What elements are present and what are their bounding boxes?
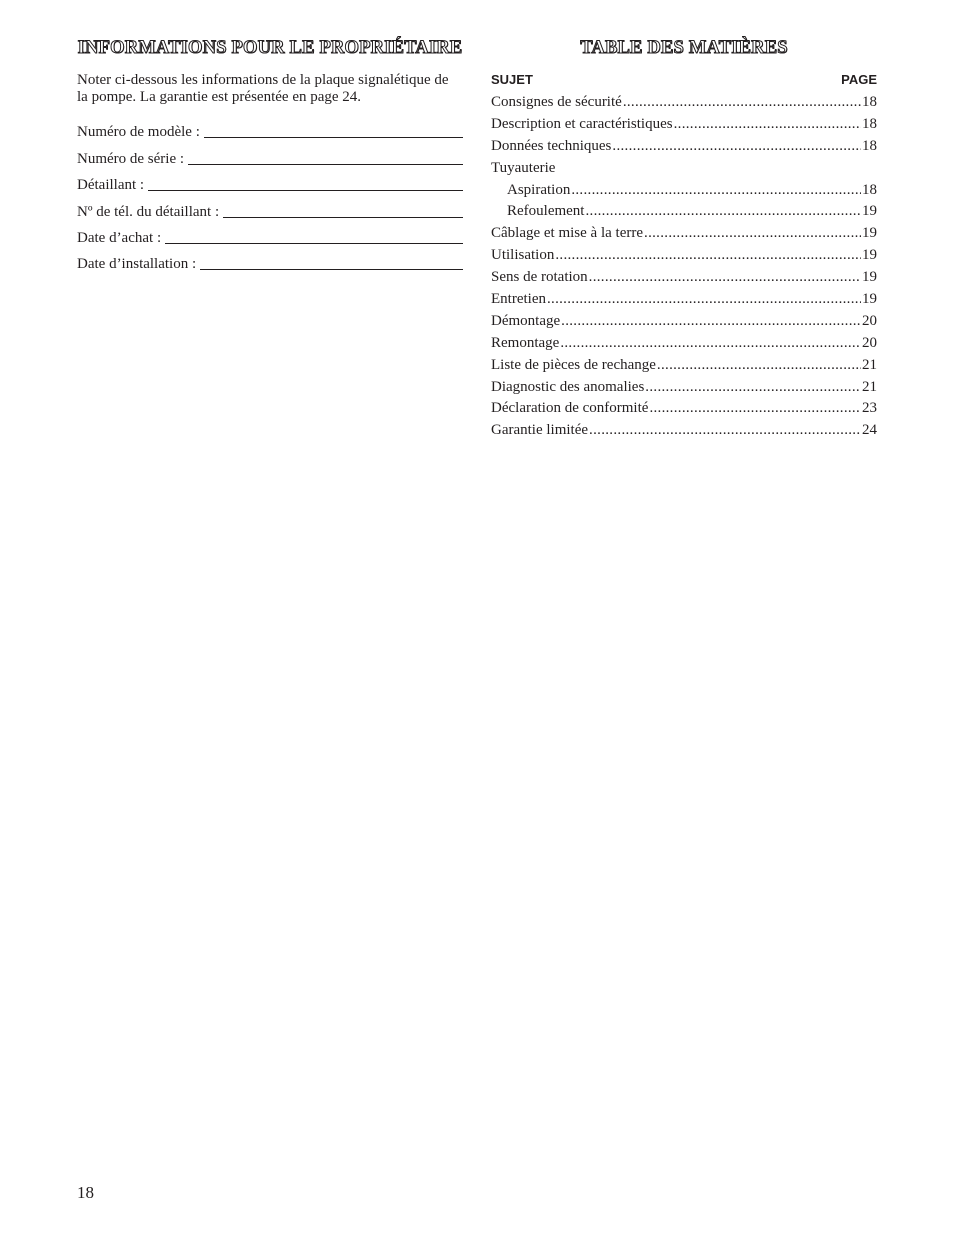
toc-entry-label: Tuyauterie [491, 159, 556, 176]
toc-entry[interactable] [491, 355, 877, 377]
table-of-contents [491, 36, 877, 442]
toc-entry-page: 19 [862, 291, 877, 308]
toc-entry[interactable] [491, 223, 877, 245]
dealer-field[interactable] [77, 168, 463, 194]
toc-entry[interactable] [491, 245, 877, 267]
toc-page-header: PAGE [841, 72, 877, 87]
toc-entry[interactable] [491, 311, 877, 333]
field-label: Numéro de modèle : [77, 124, 200, 141]
toc-leader-dots [649, 398, 861, 420]
toc-leader-dots [561, 311, 861, 333]
toc-leader-dots [555, 245, 861, 267]
toc-entry-page: 18 [862, 181, 877, 198]
toc-entry[interactable] [491, 201, 877, 223]
toc-entry-page: 19 [862, 203, 877, 220]
toc-entry-label: Remontage [491, 334, 560, 351]
field-label: Détaillant : [77, 177, 145, 194]
toc-subject-header: SUJET [491, 72, 533, 87]
toc-entry-page: 24 [862, 422, 877, 439]
toc-entry-page: 21 [862, 378, 877, 395]
toc-entry-page: 20 [862, 334, 877, 351]
toc-entry-label: Données techniques [491, 137, 612, 154]
toc-leader-dots [674, 114, 861, 136]
toc-leader-dots [644, 223, 861, 245]
toc-leader-dots [571, 180, 861, 202]
toc-leader-dots [589, 267, 861, 289]
toc-leader-dots [560, 333, 861, 355]
fill-in-line [200, 268, 463, 270]
toc-entry[interactable] [491, 289, 877, 311]
toc-header-row [491, 72, 877, 88]
toc-entry-page: 19 [862, 225, 877, 242]
toc-leader-dots [547, 289, 861, 311]
toc-entry-page: 18 [862, 94, 877, 110]
toc-entry-label: Refoulement [507, 203, 585, 220]
toc-entry-page: 19 [862, 269, 877, 286]
toc-entry[interactable] [491, 267, 877, 289]
fill-in-line [223, 216, 463, 218]
toc-title: TABLE DES MATIÈRES [580, 38, 788, 58]
toc-leader-dots [612, 136, 861, 158]
toc-entry[interactable] [491, 136, 877, 158]
fill-in-line [148, 189, 463, 191]
model-number-field[interactable] [77, 115, 463, 141]
dealer-phone-field[interactable] [77, 194, 463, 220]
field-label: Date d’installation : [77, 256, 197, 273]
purchase-date-field[interactable] [77, 221, 463, 247]
page-number: 18 [77, 1183, 94, 1202]
toc-entry[interactable] [491, 398, 877, 420]
toc-leader-dots [585, 201, 861, 223]
toc-entry-page: 20 [862, 312, 877, 329]
toc-entry-page: 19 [862, 247, 877, 264]
toc-entry[interactable] [491, 420, 877, 442]
toc-entry-label: Utilisation [491, 247, 555, 264]
serial-number-field[interactable] [77, 141, 463, 167]
fill-in-line [204, 136, 463, 138]
field-label: Numéro de série : [77, 150, 185, 167]
toc-entry[interactable] [491, 92, 877, 114]
toc-leader-dots [623, 92, 861, 114]
owner-info-intro: Noter ci-dessous les informations de la plaque signalétique de la pompe. La garantie est présentée en page 24. [77, 72, 449, 105]
toc-entry-label: Déclaration de conformité [491, 400, 649, 417]
toc-entry-label: Câblage et mise à la terre [491, 225, 644, 242]
toc-entry-label: Diagnostic des anomalies [491, 378, 645, 395]
field-label: Nº de tél. du détaillant : [77, 203, 220, 220]
toc-entry-page: 18 [862, 115, 877, 132]
toc-entry-label: Sens de rotation [491, 269, 588, 286]
toc-entry-page: 23 [862, 400, 877, 417]
toc-entry[interactable] [491, 114, 877, 136]
owner-info-title: INFORMATIONS POUR LE PROPRIÉTAIRE [77, 38, 463, 58]
toc-entry-label: Description et caractéristiques [491, 115, 673, 132]
toc-entry-page: 21 [862, 356, 877, 373]
toc-entry[interactable] [491, 180, 877, 202]
toc-entry-label: Démontage [491, 312, 561, 329]
toc-entry-label: Liste de pièces de rechange [491, 356, 656, 373]
fill-in-line [165, 242, 463, 244]
toc-leader-dots [657, 355, 861, 377]
toc-entry-label: Entretien [491, 291, 546, 308]
toc-leader-dots [645, 377, 861, 399]
installation-date-field[interactable] [77, 247, 463, 273]
field-label: Date d’achat : [77, 229, 162, 246]
toc-entry[interactable] [491, 333, 877, 355]
toc-entry-label: Garantie limitée [491, 422, 589, 439]
owner-info-section [77, 36, 463, 273]
toc-group-heading [491, 158, 877, 180]
toc-entry-label: Consignes de sécurité [491, 94, 622, 110]
toc-entry[interactable] [491, 377, 877, 399]
fill-in-line [188, 163, 463, 165]
toc-entry-page: 18 [862, 137, 877, 154]
toc-entry-label: Aspiration [507, 181, 571, 198]
toc-leader-dots [589, 420, 861, 442]
